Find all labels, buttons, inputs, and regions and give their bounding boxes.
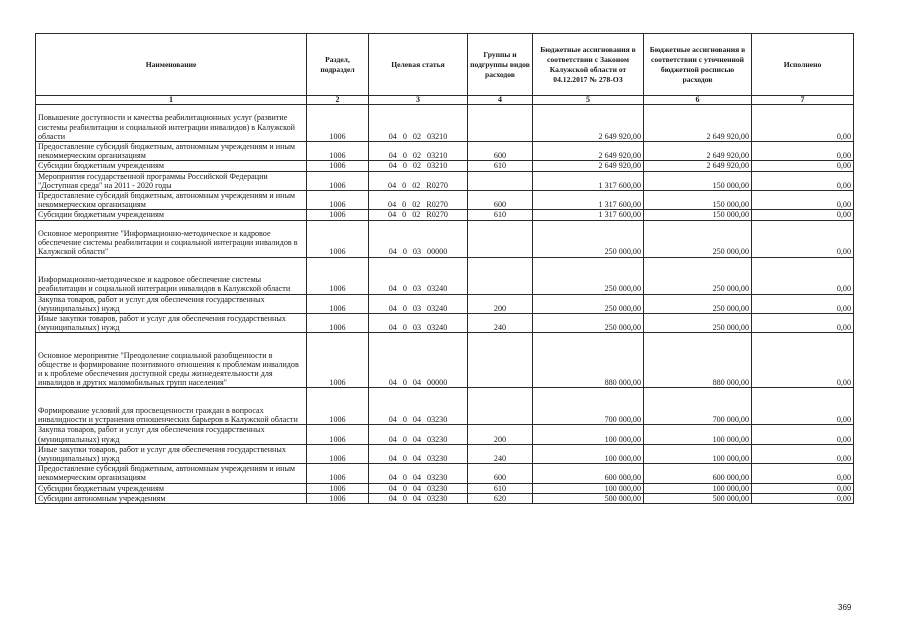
row-section-cell: 1006 xyxy=(307,333,369,388)
row-target-cell: 04 0 04 03230 xyxy=(369,464,468,483)
row-section-cell: 1006 xyxy=(307,220,369,257)
row-group-cell xyxy=(468,257,533,294)
row-executed-cell: 0,00 xyxy=(752,314,854,333)
row-refined-amount-cell: 150 000,00 xyxy=(644,191,752,210)
header-executed: Исполнено xyxy=(752,34,854,96)
table-row xyxy=(36,191,854,210)
row-refined-amount-cell: 880 000,00 xyxy=(644,333,752,388)
row-refined-amount-cell: 250 000,00 xyxy=(644,257,752,294)
row-law-amount-cell: 2 649 920,00 xyxy=(533,142,644,161)
row-refined-amount-cell: 100 000,00 xyxy=(644,425,752,444)
column-number: 2 xyxy=(307,96,369,105)
row-name-cell: Предоставление субсидий бюджетным, автономным учреждениям и иным некоммерческим организациям xyxy=(36,142,307,161)
row-section-cell: 1006 xyxy=(307,294,369,313)
row-refined-amount-cell: 150 000,00 xyxy=(644,210,752,220)
table-row xyxy=(36,388,854,425)
row-name-cell: Информационно-методическое и кадровое обеспечение системы реабилитации и социальной интеграции инвалидов в Калужской области xyxy=(36,257,307,294)
page-number: 369 xyxy=(838,603,852,612)
row-name-cell: Субсидии автономным учреждениям xyxy=(36,493,307,503)
row-name-cell: Предоставление субсидий бюджетным, автономным учреждениям и иным некоммерческим организациям xyxy=(36,191,307,210)
row-refined-amount-cell: 250 000,00 xyxy=(644,220,752,257)
row-target-cell: 04 0 02 R0270 xyxy=(369,210,468,220)
row-name-cell: Иные закупки товаров, работ и услуг для обеспечения государственных (муниципальных) нужд xyxy=(36,314,307,333)
row-refined-amount-cell: 600 000,00 xyxy=(644,464,752,483)
row-section-cell: 1006 xyxy=(307,210,369,220)
row-refined-amount-cell: 2 649 920,00 xyxy=(644,161,752,171)
row-law-amount-cell: 2 649 920,00 xyxy=(533,161,644,171)
row-law-amount-cell: 250 000,00 xyxy=(533,220,644,257)
row-executed-cell: 0,00 xyxy=(752,483,854,493)
row-name-cell: Мероприятия государственной программы Российской Федерации "Доступная среда" на 2011 - 2020 годы xyxy=(36,171,307,190)
row-target-cell: 04 0 04 03230 xyxy=(369,444,468,463)
row-section-cell: 1006 xyxy=(307,493,369,503)
column-number: 5 xyxy=(533,96,644,105)
row-target-cell: 04 0 04 03230 xyxy=(369,483,468,493)
row-group-cell: 620 xyxy=(468,493,533,503)
row-group-cell: 240 xyxy=(468,444,533,463)
column-number: 7 xyxy=(752,96,854,105)
row-name-cell: Формирование условий для просвещенности граждан в вопросах инвалидности и устранения отношенческих барьеров в Калужской области xyxy=(36,388,307,425)
row-group-cell: 610 xyxy=(468,483,533,493)
row-name-cell: Субсидии бюджетным учреждениям xyxy=(36,161,307,171)
row-executed-cell: 0,00 xyxy=(752,294,854,313)
row-law-amount-cell: 100 000,00 xyxy=(533,444,644,463)
column-number: 1 xyxy=(36,96,307,105)
column-number: 3 xyxy=(369,96,468,105)
row-executed-cell: 0,00 xyxy=(752,105,854,142)
row-law-amount-cell: 250 000,00 xyxy=(533,257,644,294)
row-section-cell: 1006 xyxy=(307,161,369,171)
row-name-cell: Закупка товаров, работ и услуг для обеспечения государственных (муниципальных) нужд xyxy=(36,425,307,444)
row-name-cell: Основное мероприятие "Информационно-методическое и кадровое обеспечение системы реабилитации и социальной интеграции инвалидов в Калужской области" xyxy=(36,220,307,257)
row-executed-cell: 0,00 xyxy=(752,257,854,294)
row-refined-amount-cell: 150 000,00 xyxy=(644,171,752,190)
row-group-cell: 610 xyxy=(468,210,533,220)
row-name-cell: Субсидии бюджетным учреждениям xyxy=(36,210,307,220)
table-row xyxy=(36,161,854,171)
row-law-amount-cell: 600 000,00 xyxy=(533,464,644,483)
row-target-cell: 04 0 04 03230 xyxy=(369,388,468,425)
table-row xyxy=(36,333,854,388)
row-target-cell: 04 0 02 03210 xyxy=(369,161,468,171)
header-law-allocations: Бюджетные ассигнования в соответствии с Законом Калужской области от 04.12.2017 № 278-ОЗ xyxy=(533,34,644,96)
row-section-cell: 1006 xyxy=(307,257,369,294)
header-name: Наименование xyxy=(36,34,307,96)
row-law-amount-cell: 2 649 920,00 xyxy=(533,105,644,142)
row-section-cell: 1006 xyxy=(307,314,369,333)
row-section-cell: 1006 xyxy=(307,483,369,493)
row-target-cell: 04 0 04 03230 xyxy=(369,493,468,503)
column-number-row xyxy=(36,96,854,105)
row-law-amount-cell: 250 000,00 xyxy=(533,314,644,333)
row-group-cell: 610 xyxy=(468,161,533,171)
row-target-cell: 04 0 02 R0270 xyxy=(369,171,468,190)
row-target-cell: 04 0 02 03210 xyxy=(369,105,468,142)
row-law-amount-cell: 100 000,00 xyxy=(533,483,644,493)
row-law-amount-cell: 700 000,00 xyxy=(533,388,644,425)
table-row xyxy=(36,220,854,257)
row-executed-cell: 0,00 xyxy=(752,161,854,171)
row-target-cell: 04 0 04 00000 xyxy=(369,333,468,388)
row-executed-cell: 0,00 xyxy=(752,444,854,463)
row-group-cell xyxy=(468,388,533,425)
row-name-cell: Субсидии бюджетным учреждениям xyxy=(36,483,307,493)
row-law-amount-cell: 100 000,00 xyxy=(533,425,644,444)
row-group-cell: 200 xyxy=(468,425,533,444)
row-refined-amount-cell: 2 649 920,00 xyxy=(644,142,752,161)
row-section-cell: 1006 xyxy=(307,444,369,463)
row-group-cell xyxy=(468,220,533,257)
row-name-cell: Предоставление субсидий бюджетным, автономным учреждениям и иным некоммерческим организациям xyxy=(36,464,307,483)
column-number: 4 xyxy=(468,96,533,105)
row-group-cell xyxy=(468,171,533,190)
row-refined-amount-cell: 2 649 920,00 xyxy=(644,105,752,142)
row-name-cell: Закупка товаров, работ и услуг для обеспечения государственных (муниципальных) нужд xyxy=(36,294,307,313)
row-name-cell: Основное мероприятие "Преодоление социальной разобщенности в обществе и формирование позитивного отношения к проблемам инвалидов и к проблеме обеспечения доступной среды жизнедеятельности для инвалидов и других маломобильных групп населения" xyxy=(36,333,307,388)
row-law-amount-cell: 1 317 600,00 xyxy=(533,210,644,220)
table-row xyxy=(36,314,854,333)
row-law-amount-cell: 880 000,00 xyxy=(533,333,644,388)
row-section-cell: 1006 xyxy=(307,425,369,444)
table-body xyxy=(36,105,854,504)
header-expense-groups: Группы и подгруппы видов расходов xyxy=(468,34,533,96)
row-target-cell: 04 0 04 03230 xyxy=(369,425,468,444)
column-number: 6 xyxy=(644,96,752,105)
row-target-cell: 04 0 03 00000 xyxy=(369,220,468,257)
row-section-cell: 1006 xyxy=(307,142,369,161)
row-group-cell: 200 xyxy=(468,294,533,313)
row-executed-cell: 0,00 xyxy=(752,220,854,257)
table-row xyxy=(36,464,854,483)
row-target-cell: 04 0 02 03210 xyxy=(369,142,468,161)
header-refined-allocations: Бюджетные ассигнования в соответствии с уточненной бюджетной росписью расходов xyxy=(644,34,752,96)
row-refined-amount-cell: 100 000,00 xyxy=(644,483,752,493)
header-target-article: Целевая статья xyxy=(369,34,468,96)
row-executed-cell: 0,00 xyxy=(752,142,854,161)
table-row xyxy=(36,294,854,313)
row-group-cell: 240 xyxy=(468,314,533,333)
row-executed-cell: 0,00 xyxy=(752,333,854,388)
row-section-cell: 1006 xyxy=(307,464,369,483)
row-target-cell: 04 0 02 R0270 xyxy=(369,191,468,210)
row-executed-cell: 0,00 xyxy=(752,493,854,503)
table-row xyxy=(36,444,854,463)
table-row xyxy=(36,493,854,503)
row-law-amount-cell: 1 317 600,00 xyxy=(533,191,644,210)
table-row xyxy=(36,425,854,444)
row-group-cell xyxy=(468,105,533,142)
row-group-cell xyxy=(468,333,533,388)
table-row xyxy=(36,483,854,493)
row-executed-cell: 0,00 xyxy=(752,171,854,190)
row-refined-amount-cell: 250 000,00 xyxy=(644,314,752,333)
header-section: Раздел, подраздел xyxy=(307,34,369,96)
row-group-cell: 600 xyxy=(468,142,533,161)
row-executed-cell: 0,00 xyxy=(752,210,854,220)
row-section-cell: 1006 xyxy=(307,171,369,190)
row-section-cell: 1006 xyxy=(307,191,369,210)
table-row xyxy=(36,257,854,294)
row-group-cell: 600 xyxy=(468,191,533,210)
row-target-cell: 04 0 03 03240 xyxy=(369,257,468,294)
row-refined-amount-cell: 700 000,00 xyxy=(644,388,752,425)
row-refined-amount-cell: 500 000,00 xyxy=(644,493,752,503)
row-section-cell: 1006 xyxy=(307,105,369,142)
row-law-amount-cell: 250 000,00 xyxy=(533,294,644,313)
table-row xyxy=(36,210,854,220)
row-refined-amount-cell: 100 000,00 xyxy=(644,444,752,463)
row-executed-cell: 0,00 xyxy=(752,388,854,425)
row-refined-amount-cell: 250 000,00 xyxy=(644,294,752,313)
row-section-cell: 1006 xyxy=(307,388,369,425)
row-group-cell: 600 xyxy=(468,464,533,483)
header-row xyxy=(36,34,854,96)
table-row xyxy=(36,105,854,142)
table-row xyxy=(36,142,854,161)
row-executed-cell: 0,00 xyxy=(752,425,854,444)
row-name-cell: Повышение доступности и качества реабилитационных услуг (развитие системы реабилитации и социальной интеграции инвалидов) в Калужской области xyxy=(36,105,307,142)
row-law-amount-cell: 500 000,00 xyxy=(533,493,644,503)
row-target-cell: 04 0 03 03240 xyxy=(369,314,468,333)
table-row xyxy=(36,171,854,190)
row-executed-cell: 0,00 xyxy=(752,464,854,483)
row-executed-cell: 0,00 xyxy=(752,191,854,210)
budget-table xyxy=(35,33,854,504)
row-target-cell: 04 0 03 03240 xyxy=(369,294,468,313)
row-name-cell: Иные закупки товаров, работ и услуг для обеспечения государственных (муниципальных) нужд xyxy=(36,444,307,463)
row-law-amount-cell: 1 317 600,00 xyxy=(533,171,644,190)
